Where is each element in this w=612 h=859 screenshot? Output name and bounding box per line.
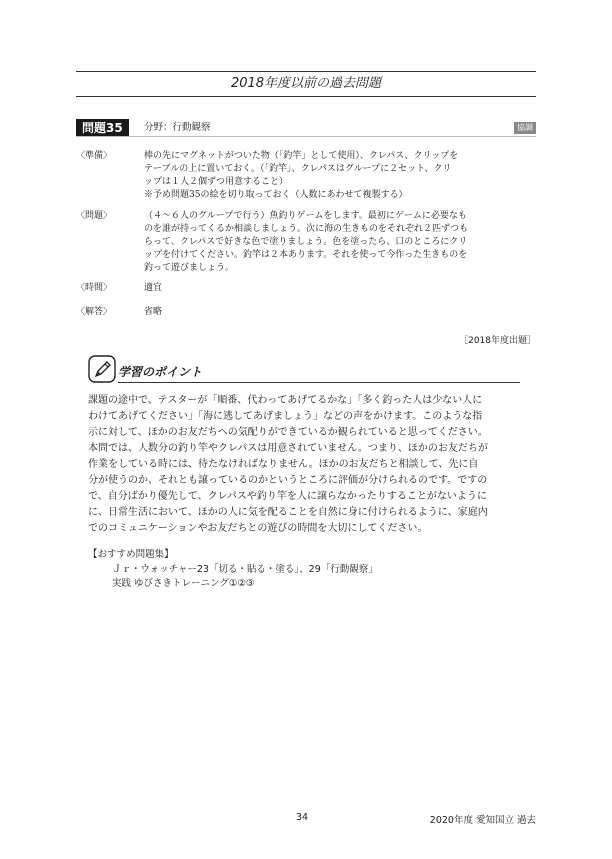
text-line: で、自分ばかり優先して、クレパスや釣り竿を人に譲らなかったりすることがないように [88, 491, 487, 502]
footer-source: 2020年度 愛知国立 過去 [429, 815, 536, 826]
text-line: でのコミュニケーションやお友だちとの遊びの時間を大切にしてください。 [88, 523, 428, 534]
section-label: 〈問題〉 [76, 211, 113, 221]
learning-point-body [88, 393, 528, 537]
section-body [144, 282, 536, 295]
text-line: 適宜 [144, 283, 163, 293]
text-line: 本問では、人数分の釣り竿やクレパスは用意されていません。つまり、ほかのお友だちが [88, 443, 488, 454]
text-line: （４～６人のグループで行う）魚釣りゲームをします。最初にゲームに必要なも [144, 211, 467, 221]
text-line: 課題の途中で、テスターが「順番、代わってあげてるかな」「多く釣った人は少ない人に [88, 395, 483, 406]
section-label: 〈準備〉 [76, 151, 113, 161]
text-line: 作業をしている時には、待たなければなりません。ほかのお友だちと相談して、先に自 [88, 459, 479, 470]
text-line: 棒の先にマグネットがついた物（「釣竿」として使用）、クレパス、クリップを [144, 151, 459, 161]
recommended-heading: 【おすすめ問題集】 [88, 549, 174, 560]
year-tag: ［2018年度出題］ [459, 336, 536, 346]
text-line: 分が使うのか、それとも譲っているのかというところに評価が分けられるのです。ですの [88, 475, 488, 486]
text-line: 省略 [144, 307, 163, 317]
text-line: ップは１人２個ずつ用意すること） [144, 177, 289, 187]
text-line: 示に対して、ほかのお友だちへの気配りができているか観られていると思ってください。 [88, 427, 488, 438]
text-line: 釣って遊びましょう。 [144, 263, 235, 273]
learning-point-title: 学習のポイント [118, 365, 203, 379]
section-body [144, 150, 536, 202]
question-header [76, 119, 536, 137]
page-number: 34 [296, 812, 309, 823]
section-label: 〈時間〉 [76, 283, 113, 293]
divider [118, 382, 520, 383]
text-line: テーブルの上に置いておく。（「釣竿」、クレパスはグループに２セット、クリ [144, 164, 452, 174]
text-line: らって、クレパスで好きな色で塗りましょう。色を塗ったら、口のところにクリ [144, 237, 468, 247]
recommended-item: 実践 ゆびさきトレーニング①②③ [112, 578, 255, 589]
question-category: 分野：行動観察 [144, 122, 211, 133]
section-body [144, 210, 536, 275]
page-title: 2018年度以前の過去問題 [76, 71, 536, 97]
question-badge: 協調 [514, 122, 536, 134]
section-label: 〈解答〉 [76, 307, 113, 317]
learning-point-header [88, 355, 520, 385]
recommended-item: Ｊｒ・ウォッチャー23「切る・貼る・塗る」、29「行動観察」 [112, 563, 378, 575]
divider [76, 136, 536, 137]
text-line: のを誰が持ってくるか相談しましょう。次に海の生きものをそれぞれ２匹ずつも [144, 224, 469, 234]
text-line: に、日常生活において、ほかの人に気を配ることを自然に身に付けられるように、家庭内 [88, 507, 488, 518]
section-body [144, 306, 536, 319]
pencil-icon [88, 355, 116, 383]
text-line: ップを付けてください。釣竿は２本あります。それを使って今作った生きものを [144, 250, 468, 260]
text-line: ※予め問題35の絵を切り取っておく（人数にあわせて複製する） [144, 190, 408, 200]
text-line: わけてあげてください」「海に逃してあげましょう」などの声をかけます。このような指 [88, 411, 483, 422]
recommended-books [88, 548, 528, 592]
question-number: 問題35 [76, 119, 129, 137]
